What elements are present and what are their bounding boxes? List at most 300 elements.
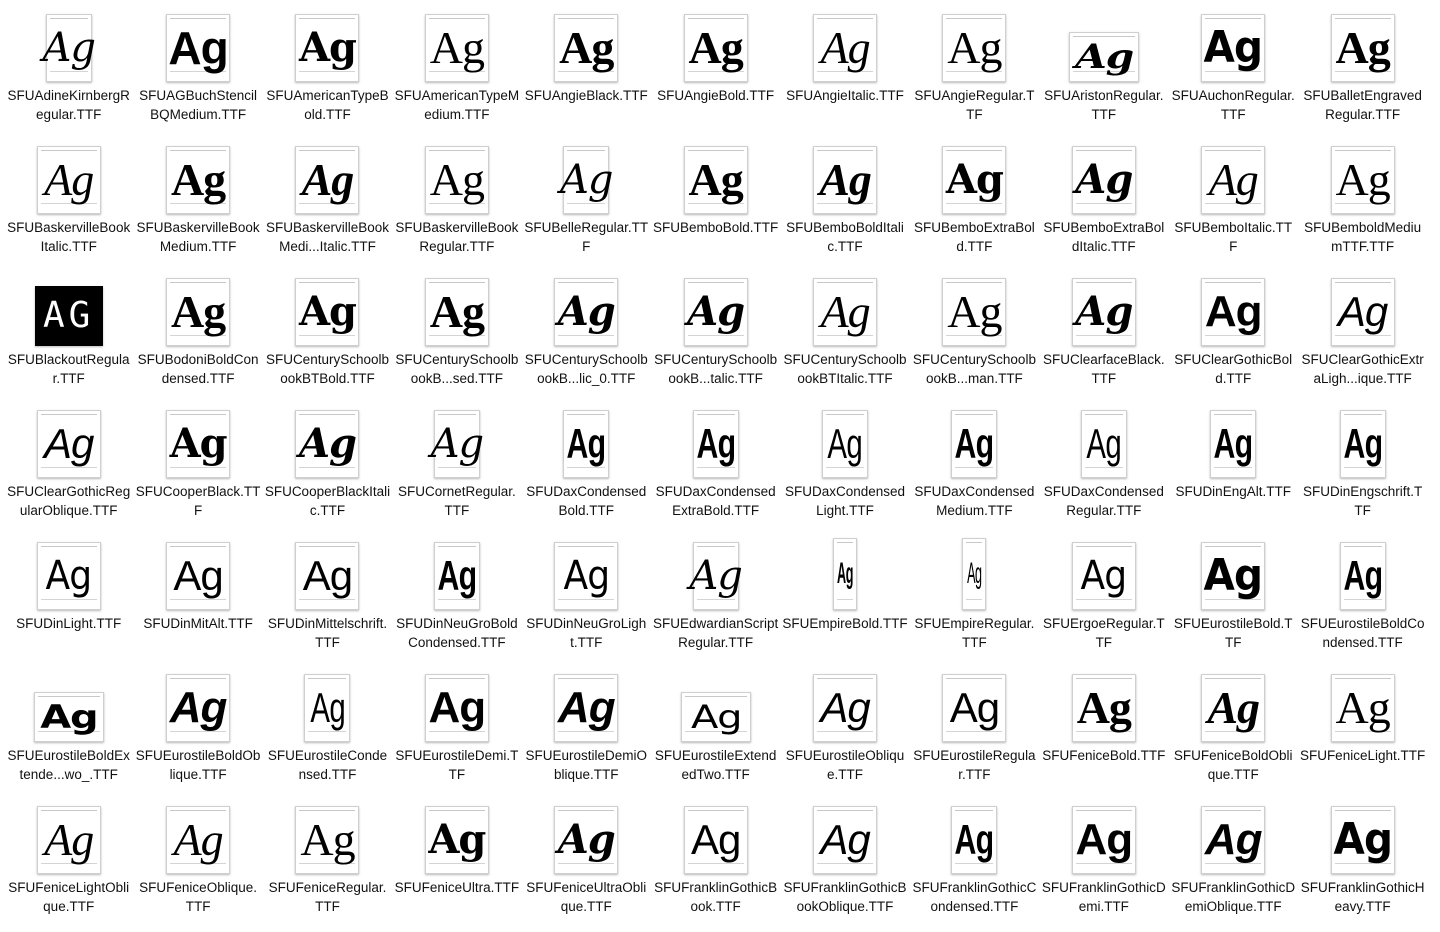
font-file-thumbnail[interactable] (813, 140, 877, 214)
font-condensed-bold-icon (563, 410, 609, 478)
font-file-item[interactable] (522, 8, 651, 140)
font-file-name[interactable]: SFUCenturySchoolbookBTBold.TTF (265, 352, 389, 386)
font-sample-glyph: Ag (300, 814, 355, 865)
font-file-item[interactable] (1298, 536, 1427, 668)
font-file-name[interactable]: SFUBlackoutRegular.TTF (7, 352, 130, 386)
font-serif-bold-italic-icon (813, 146, 877, 214)
font-file-name[interactable]: SFUCornetRegular.TTF (397, 484, 516, 518)
font-file-name[interactable]: SFUClearGothicRegularOblique.TTF (7, 484, 131, 518)
font-sans-italic-icon (813, 674, 877, 742)
font-file-thumbnail[interactable] (684, 272, 748, 346)
font-file-item[interactable] (910, 140, 1039, 272)
font-file-item[interactable] (522, 536, 651, 668)
font-tall-bold-icon (833, 538, 857, 610)
font-script-icon (560, 146, 613, 214)
font-file-item[interactable] (651, 272, 780, 404)
font-file-thumbnail[interactable] (560, 140, 613, 214)
font-file-item[interactable] (4, 800, 133, 932)
font-file-item[interactable] (522, 800, 651, 932)
font-file-name[interactable]: SFUAmericanTypeMedium.TTF (394, 88, 520, 122)
font-file-item[interactable] (651, 536, 780, 668)
font-file-name[interactable]: SFUDaxCondensedLight.TTF (784, 484, 906, 518)
font-file-name[interactable]: SFUCooperBlackItalic.TTF (264, 484, 391, 518)
font-file-name[interactable]: SFUDinMitAlt.TTF (143, 616, 253, 631)
font-file-thumbnail[interactable] (425, 668, 489, 742)
font-file-thumbnail[interactable] (563, 404, 609, 478)
font-file-item[interactable] (392, 668, 521, 800)
font-file-thumbnail[interactable] (1072, 272, 1136, 346)
font-file-thumbnail[interactable] (951, 404, 997, 478)
font-sample-glyph: Ag (45, 553, 92, 599)
font-stencil-icon (166, 14, 230, 82)
font-sample-glyph: Ag (566, 420, 606, 467)
font-file-thumbnail[interactable] (295, 536, 359, 610)
font-file-thumbnail[interactable] (942, 668, 1006, 742)
font-file-item[interactable] (263, 272, 392, 404)
font-file-name[interactable]: SFUBaskervilleBookItalic.TTF (7, 220, 131, 254)
font-file-thumbnail[interactable] (1331, 140, 1395, 214)
font-serif-bold-icon (684, 146, 748, 214)
font-file-thumbnail[interactable] (942, 272, 1006, 346)
font-file-thumbnail[interactable] (684, 140, 748, 214)
font-serif-bold-icon (554, 14, 618, 82)
font-extended-icon (681, 692, 751, 742)
font-file-name[interactable]: SFUEurostileDemiOblique.TTF (525, 748, 648, 782)
font-file-thumbnail[interactable] (951, 800, 997, 874)
font-sample-glyph: Ag (1075, 288, 1133, 335)
font-file-thumbnail[interactable] (166, 668, 230, 742)
font-serif-bold-italic-icon (295, 146, 359, 214)
font-file-item[interactable] (651, 668, 780, 800)
font-sample-glyph: Ag (687, 288, 745, 335)
font-file-thumbnail[interactable] (689, 536, 742, 610)
font-file-item[interactable] (1169, 140, 1298, 272)
font-file-thumbnail[interactable] (37, 800, 101, 874)
font-file-item[interactable] (780, 140, 909, 272)
font-file-name[interactable]: SFUFranklinGothicDemi.TTF (1041, 880, 1166, 914)
font-file-name[interactable]: SFUAristonRegular.TTF (1044, 88, 1164, 122)
font-extended-bold-icon (34, 692, 104, 742)
font-file-name[interactable]: SFUFeniceLight.TTF (1299, 748, 1426, 763)
font-file-name[interactable]: SFUBaskervilleBookRegular.TTF (395, 220, 519, 254)
font-file-item[interactable] (1039, 800, 1168, 932)
font-file-item[interactable] (4, 272, 133, 404)
font-file-item[interactable] (1039, 668, 1168, 800)
font-file-name[interactable]: SFUEmpireBold.TTF (782, 616, 908, 631)
font-file-item[interactable] (1298, 140, 1427, 272)
font-file-thumbnail[interactable] (1340, 404, 1386, 478)
font-sample-glyph: Ag (40, 698, 98, 736)
font-file-thumbnail[interactable] (166, 8, 230, 82)
font-file-name[interactable]: SFUEurostileExtendedTwo.TTF (654, 748, 777, 782)
font-file-thumbnail[interactable] (554, 272, 618, 346)
font-file-thumbnail[interactable] (34, 668, 104, 742)
font-file-name[interactable]: SFUEmpireRegular.TTF (914, 616, 1035, 650)
font-file-thumbnail[interactable] (1331, 800, 1395, 874)
font-sample-glyph: Ag (947, 286, 1002, 337)
font-file-item[interactable] (1169, 800, 1298, 932)
font-file-item[interactable] (263, 800, 392, 932)
font-file-item[interactable] (780, 404, 909, 536)
font-file-name[interactable]: SFUCenturySchoolbookB...lic_0.TTF (524, 352, 648, 386)
font-file-item[interactable] (1039, 8, 1168, 140)
font-sans-light-icon (1072, 542, 1136, 610)
font-file-thumbnail[interactable] (166, 536, 230, 610)
font-sample-glyph: Ag (559, 22, 614, 73)
font-sample-glyph: Ag (302, 552, 353, 599)
font-file-thumbnail[interactable] (1201, 8, 1265, 82)
font-file-thumbnail[interactable] (1201, 536, 1265, 610)
font-file-thumbnail[interactable] (1331, 8, 1395, 82)
font-file-name[interactable]: SFUEdwardianScriptRegular.TTF (652, 616, 779, 650)
font-file-name[interactable]: SFUDinEngAlt.TTF (1175, 484, 1291, 499)
font-file-thumbnail[interactable] (295, 8, 359, 82)
font-file-item[interactable] (780, 800, 909, 932)
font-serif-icon (942, 14, 1006, 82)
font-sample-glyph: Ag (1086, 420, 1122, 467)
font-sample-glyph: Ag (429, 154, 484, 205)
font-file-name[interactable]: SFUFeniceBoldOblique.TTF (1173, 748, 1293, 782)
font-file-item[interactable] (4, 536, 133, 668)
font-file-item[interactable] (522, 272, 651, 404)
font-file-name[interactable]: SFUDinNeuGroLight.TTF (526, 616, 647, 650)
font-file-name[interactable]: SFUBalletEngravedRegular.TTF (1303, 88, 1422, 122)
font-file-item[interactable] (910, 800, 1039, 932)
font-file-thumbnail[interactable] (1072, 536, 1136, 610)
font-sample-glyph: Ag (44, 154, 94, 205)
font-serif-bold-icon (684, 14, 748, 82)
font-file-thumbnail[interactable] (1201, 272, 1265, 346)
font-file-name[interactable]: SFUAngieBlack.TTF (524, 88, 648, 103)
font-file-thumbnail[interactable] (434, 536, 480, 610)
font-file-thumbnail[interactable] (35, 272, 103, 346)
font-file-item[interactable] (133, 140, 262, 272)
font-file-name[interactable]: SFUFeniceBold.TTF (1042, 748, 1166, 763)
font-file-item[interactable] (1298, 8, 1427, 140)
font-file-name[interactable]: SFUFeniceUltra.TTF (394, 880, 520, 895)
font-sample-glyph: Ag (954, 816, 994, 863)
font-file-name[interactable]: SFUFeniceOblique.TTF (139, 880, 257, 914)
font-file-thumbnail[interactable] (1072, 800, 1136, 874)
font-file-thumbnail[interactable] (693, 404, 739, 478)
font-file-item[interactable] (780, 272, 909, 404)
font-sample-glyph: Ag (949, 684, 1000, 731)
font-sample-glyph: Ag (560, 157, 613, 203)
font-file-item[interactable] (1039, 140, 1168, 272)
font-serif-icon (425, 14, 489, 82)
font-sample-glyph: Ag (820, 684, 870, 731)
font-file-thumbnail[interactable] (684, 8, 748, 82)
font-file-name[interactable]: SFUEurostileOblique.TTF (785, 748, 905, 782)
font-file-name[interactable]: SFUDinLight.TTF (16, 616, 122, 631)
font-file-thumbnail[interactable] (425, 272, 489, 346)
font-file-item[interactable] (263, 404, 392, 536)
font-file-name[interactable]: SFUEurostileCondensed.TTF (267, 748, 388, 782)
font-condensed-icon (304, 674, 350, 742)
font-file-thumbnail[interactable] (684, 800, 748, 874)
font-engraved-icon (1331, 14, 1395, 82)
font-file-thumbnail[interactable] (813, 800, 877, 874)
font-file-item[interactable] (910, 668, 1039, 800)
font-file-thumbnail[interactable] (813, 272, 877, 346)
font-file-thumbnail[interactable] (295, 800, 359, 874)
font-file-name[interactable]: SFUBelleRegular.TTF (524, 220, 649, 254)
font-condensed-bold-icon (1340, 542, 1386, 610)
font-sample-glyph: Ag (1343, 552, 1383, 599)
font-file-name[interactable]: SFUEurostileBoldExtende...wo_.TTF (7, 748, 130, 782)
font-file-item[interactable] (651, 8, 780, 140)
font-file-item[interactable] (392, 140, 521, 272)
font-file-item[interactable] (133, 536, 262, 668)
font-file-name[interactable]: SFUClearfaceBlack.TTF (1043, 352, 1165, 386)
font-file-thumbnail[interactable] (42, 8, 95, 82)
font-file-item[interactable] (651, 404, 780, 536)
font-file-name[interactable]: SFUBemboBold.TTF (652, 220, 779, 235)
font-file-name[interactable]: SFUClearGothicExtraLigh...ique.TTF (1301, 352, 1424, 386)
font-file-item[interactable] (780, 536, 909, 668)
font-file-item[interactable] (4, 140, 133, 272)
font-slab-bold-icon (295, 14, 359, 82)
font-file-name[interactable]: SFUFranklinGothicCondensed.TTF (912, 880, 1037, 914)
font-file-item[interactable] (263, 668, 392, 800)
font-sample-glyph: Ag (170, 154, 226, 205)
font-file-item[interactable] (1169, 272, 1298, 404)
font-condensed-bold-icon (434, 542, 480, 610)
font-sample-glyph: Ag (563, 553, 610, 599)
font-sans-italic-icon (37, 410, 101, 478)
font-file-item[interactable] (1298, 404, 1427, 536)
font-file-item[interactable] (910, 404, 1039, 536)
font-file-thumbnail[interactable] (166, 272, 230, 346)
font-file-item[interactable] (392, 404, 521, 536)
font-file-name[interactable]: SFUFeniceRegular.TTF (268, 880, 387, 914)
font-file-name[interactable]: SFUBaskervilleBookMedium.TTF (136, 220, 260, 254)
font-file-item[interactable] (392, 8, 521, 140)
font-file-item[interactable] (4, 8, 133, 140)
font-file-item[interactable] (651, 140, 780, 272)
font-file-name[interactable]: SFUEurostileBold.TTF (1173, 616, 1293, 650)
font-file-thumbnail[interactable] (1210, 404, 1256, 478)
font-file-item[interactable] (522, 140, 651, 272)
font-file-name[interactable]: SFUAngieBold.TTF (657, 88, 775, 103)
font-sample-glyph: Ag (819, 154, 871, 205)
font-file-name[interactable]: SFUCenturySchoolbookB...man.TTF (912, 352, 1036, 386)
font-condensed-icon (1081, 410, 1127, 478)
font-slab-italic-icon (684, 278, 748, 346)
font-serif-bold-icon (425, 278, 489, 346)
font-file-item[interactable] (780, 8, 909, 140)
font-file-item[interactable] (1169, 404, 1298, 536)
font-file-item[interactable] (133, 272, 262, 404)
font-file-name[interactable]: SFUBemboExtraBold.TTF (914, 220, 1035, 254)
font-sample-glyph: Ag (1335, 154, 1390, 205)
font-file-thumbnail[interactable] (295, 404, 359, 478)
font-file-thumbnail[interactable] (430, 404, 484, 478)
font-sample-glyph: Ag (1203, 22, 1263, 73)
font-file-thumbnail[interactable] (1340, 536, 1386, 610)
font-file-item[interactable] (910, 272, 1039, 404)
font-file-name[interactable]: SFUCenturySchoolbookB...sed.TTF (395, 352, 519, 386)
font-sample-glyph: Ag (44, 814, 94, 865)
font-sample-glyph: Ag (557, 288, 615, 335)
font-sample-glyph: Ag (1208, 154, 1258, 205)
font-file-item[interactable] (1169, 8, 1298, 140)
font-file-name[interactable]: SFUEurostileBoldOblique.TTF (135, 748, 261, 782)
font-file-name[interactable]: SFUCooperBlack.TTF (135, 484, 261, 518)
font-file-name[interactable]: SFUBemboldMediumTTF.TTF (1304, 220, 1422, 254)
font-file-name[interactable]: SFUBemboItalic.TTF (1174, 220, 1293, 254)
font-file-thumbnail[interactable] (425, 800, 489, 874)
font-file-name[interactable]: SFUBemboExtraBoldItalic.TTF (1043, 220, 1165, 254)
font-file-item[interactable] (1298, 272, 1427, 404)
font-file-item[interactable] (910, 8, 1039, 140)
font-sample-glyph: Ag (42, 25, 95, 71)
font-file-thumbnail[interactable] (1331, 668, 1395, 742)
font-file-item[interactable] (392, 272, 521, 404)
font-file-name[interactable]: SFUFranklinGothicHeavy.TTF (1300, 880, 1425, 914)
font-file-name[interactable]: SFUFeniceLightOblique.TTF (8, 880, 130, 914)
font-file-item[interactable] (1298, 800, 1427, 932)
font-file-thumbnail[interactable] (554, 536, 618, 610)
font-file-thumbnail[interactable] (1201, 800, 1265, 874)
font-file-name[interactable]: SFUClearGothicBold.TTF (1174, 352, 1293, 386)
font-file-thumbnail[interactable] (295, 140, 359, 214)
font-blackout-icon (35, 286, 103, 346)
font-sans-icon (684, 806, 748, 874)
font-file-thumbnail[interactable] (1072, 668, 1136, 742)
font-sample-glyph: Ag (820, 286, 870, 337)
font-file-name[interactable]: SFUAmericanTypeBold.TTF (266, 88, 389, 122)
font-serif-italic-icon (37, 806, 101, 874)
font-file-item[interactable] (780, 668, 909, 800)
font-sample-glyph: Ag (1203, 550, 1263, 601)
font-file-thumbnail[interactable] (554, 8, 618, 82)
font-file-name[interactable]: SFUDinEngschrift.TTF (1302, 484, 1423, 518)
font-file-item[interactable] (133, 800, 262, 932)
font-file-thumbnail[interactable] (425, 8, 489, 82)
font-file-item[interactable] (392, 536, 521, 668)
font-sample-glyph: Ag (1213, 420, 1253, 467)
font-sample-glyph: Ag (428, 683, 486, 732)
font-file-thumbnail[interactable] (166, 800, 230, 874)
font-file-name[interactable]: SFUDinNeuGroBoldCondensed.TTF (396, 616, 518, 650)
font-file-item[interactable] (133, 404, 262, 536)
font-file-item[interactable] (1039, 272, 1168, 404)
font-file-thumbnail[interactable] (1201, 140, 1265, 214)
font-file-item[interactable] (392, 800, 521, 932)
font-file-thumbnail[interactable] (425, 140, 489, 214)
font-serif-italic-icon (813, 278, 877, 346)
font-file-name[interactable]: SFUAngieItalic.TTF (786, 88, 904, 103)
font-file-name[interactable]: SFUEurostileDemi.TTF (395, 748, 519, 782)
font-file-name[interactable]: SFUDaxCondensedMedium.TTF (914, 484, 1035, 518)
font-sample-glyph: Ag (954, 420, 994, 467)
font-file-thumbnail[interactable] (166, 404, 230, 478)
font-file-thumbnail[interactable] (942, 8, 1006, 82)
font-sample-glyph: Ag (945, 156, 1003, 203)
font-file-name[interactable]: SFUBodoniBoldCondensed.TTF (137, 352, 259, 386)
font-file-item[interactable] (522, 668, 651, 800)
font-black-icon (1201, 542, 1265, 610)
font-condensed-bold-icon (693, 410, 739, 478)
font-file-thumbnail[interactable] (37, 536, 101, 610)
font-sans-bold-italic-icon (166, 674, 230, 742)
font-file-item[interactable] (263, 536, 392, 668)
font-file-thumbnail[interactable] (166, 140, 230, 214)
font-file-name[interactable]: SFUAngieRegular.TTF (914, 88, 1035, 122)
font-file-thumbnail[interactable] (942, 140, 1006, 214)
font-sample-glyph: Ag (1333, 814, 1392, 865)
font-file-item[interactable] (4, 668, 133, 800)
font-file-name[interactable]: SFUFeniceUltraOblique.TTF (526, 880, 647, 914)
font-file-item[interactable] (1169, 668, 1298, 800)
font-file-thumbnail[interactable] (1201, 668, 1265, 742)
font-file-thumbnail[interactable] (962, 536, 986, 610)
font-file-item[interactable] (1169, 536, 1298, 668)
font-file-item[interactable] (651, 800, 780, 932)
font-file-name[interactable]: SFUDinMittelschrift.TTF (267, 616, 388, 650)
font-file-item[interactable] (1039, 536, 1168, 668)
font-file-name[interactable]: SFUAGBuchStencilBQMedium.TTF (139, 88, 257, 122)
font-file-thumbnail[interactable] (813, 8, 877, 82)
font-file-name[interactable]: SFUDaxCondensedExtraBold.TTF (655, 484, 776, 518)
font-file-thumbnail[interactable] (304, 668, 350, 742)
font-file-item[interactable] (263, 140, 392, 272)
font-file-name[interactable]: SFUEurostileBoldCondensed.TTF (1300, 616, 1425, 650)
font-file-name[interactable]: SFUCenturySchoolbookBTItalic.TTF (783, 352, 907, 386)
font-file-item[interactable] (263, 8, 392, 140)
font-file-thumbnail[interactable] (813, 668, 877, 742)
font-file-name[interactable]: SFUCenturySchoolbookB...talic.TTF (654, 352, 778, 386)
font-sample-glyph: Ag (1343, 420, 1383, 467)
font-file-name[interactable]: SFUFranklinGothicBookOblique.TTF (783, 880, 907, 914)
font-file-name[interactable]: SFUAuchonRegular.TTF (1171, 88, 1295, 122)
font-file-thumbnail[interactable] (1081, 404, 1127, 478)
font-file-thumbnail[interactable] (1331, 272, 1395, 346)
font-file-name[interactable]: SFUErgoeRegular.TTF (1043, 616, 1165, 650)
font-file-name[interactable]: SFUBemboBoldItalic.TTF (786, 220, 904, 254)
font-file-name[interactable]: SFUDaxCondensedBold.TTF (526, 484, 647, 518)
font-file-item[interactable] (1039, 404, 1168, 536)
font-file-name[interactable]: SFUAdineKirnbergRegular.TTF (7, 88, 130, 122)
font-file-name[interactable]: SFUEurostileRegular.TTF (913, 748, 1036, 782)
font-slab-italic-icon (1072, 278, 1136, 346)
font-file-name[interactable]: SFUFranklinGothicBook.TTF (654, 880, 778, 914)
font-file-item[interactable] (522, 404, 651, 536)
font-file-item[interactable] (4, 404, 133, 536)
font-file-thumbnail[interactable] (833, 536, 857, 610)
font-file-thumbnail[interactable] (822, 404, 868, 478)
font-file-item[interactable] (133, 8, 262, 140)
font-file-name[interactable]: SFUDaxCondensedRegular.TTF (1043, 484, 1164, 518)
font-file-thumbnail[interactable] (554, 800, 618, 874)
font-file-thumbnail[interactable] (295, 272, 359, 346)
font-file-name[interactable]: SFUBaskervilleBookMedi...Italic.TTF (265, 220, 389, 254)
font-file-item[interactable] (133, 668, 262, 800)
font-file-name[interactable]: SFUFranklinGothicDemiOblique.TTF (1171, 880, 1296, 914)
font-sample-glyph: Ag (1204, 287, 1262, 336)
font-file-thumbnail[interactable] (1069, 8, 1139, 82)
font-file-thumbnail[interactable] (1072, 140, 1136, 214)
font-file-item[interactable] (910, 536, 1039, 668)
font-file-thumbnail[interactable] (37, 140, 101, 214)
font-file-item[interactable] (1298, 668, 1427, 800)
font-file-thumbnail[interactable] (554, 668, 618, 742)
font-sample-glyph: Ag (168, 22, 228, 74)
font-file-thumbnail[interactable] (681, 668, 751, 742)
font-file-thumbnail[interactable] (37, 404, 101, 478)
font-sample-glyph: Ag (298, 420, 356, 467)
